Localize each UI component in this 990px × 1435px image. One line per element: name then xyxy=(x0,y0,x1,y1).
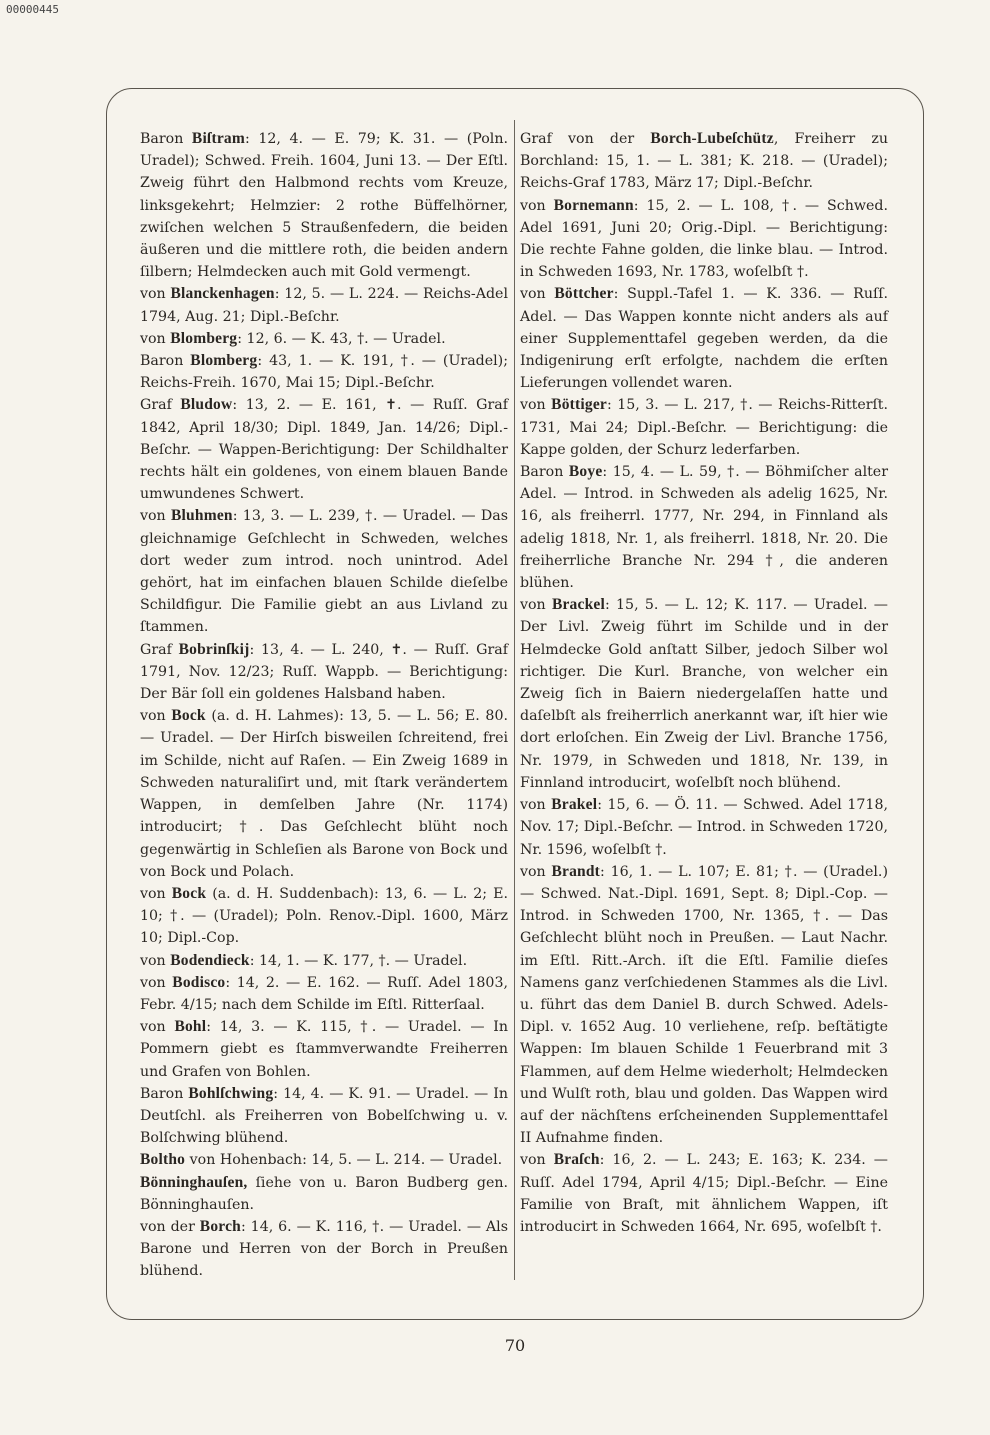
entry-prefix: von xyxy=(520,286,555,303)
entry-text: (a. d. H. Lahmes): 13, 5. — L. 56; E. 80. — Uradel. — Der Hirſch bisweilen ſchreitend, frei im Schilde, nicht auf Raſen. — Ein Zweig 1689 in Schweden naturaliſirt und, mit ſtark verändertem Wappen, in demſelben Jahre (Nr. 1174) introducirt; †. Das Geſchlecht blüht noch gegenwärtig in Schleſien als Barone von Bock und von Bock und Polach. xyxy=(140,708,508,880)
entry-text: : 15, 2. — L. 108, †. — Schwed. Adel 1691, Juni 20; Orig.-Dipl. — Berichtigung: Die rechte Fahne golden, die linke blau. — Introd. in Schweden 1693, Nr. 1783, woſelbſt †. xyxy=(520,197,888,281)
entry-prefix: von xyxy=(140,1019,175,1036)
entry-prefix: von xyxy=(140,708,172,725)
entry-text: : 13, 2. — E. 161, ✝. — Ruſſ. Graf 1842, April 18/30; Dipl. 1849, Jan. 14/26; Dipl.-Beſchr. — Wappen-Berichtigung: Der Schildhalter rechts hält ein goldenes, von einem blauen Bande umwundenes Schwert. xyxy=(140,397,508,503)
entry-prefix: Baron xyxy=(140,353,191,370)
scan-id: 00000445 xyxy=(6,3,59,16)
entry-text: : 16, 1. — L. 107; E. 81; †. — (Uradel.) — Schwed. Nat.-Dipl. 1691, Sept. 8; Dipl.-Cop. — Introd. in Schweden 1700, Nr. 1365, †. — Das Geſchlecht blüht noch in Preußen. — Laut Nachr. im Eſtl. Ritt.-Arch. iſt die Eſtl. Familie dieſes Namens ganz verſchiedenen Stammes als die Livl. u. führt das dem Daniel B. durch Schwed. Adels-Dipl. v. 1652 Aug. 10 verliehene, reſp. beſtätigte Wappen: Im blauen Schilde 1 Feuerbrand mit 3 Flammen, auf dem Helme wiederholt; Helmdecken und Wulſt roth, blau und golden. Das Wappen wird auf der nächſtens erſcheinenden Supplementtafel II Aufnahme finden. xyxy=(520,863,888,1147)
register-entry xyxy=(140,950,508,972)
entry-prefix: von der xyxy=(140,1218,200,1235)
entry-text: : 14, 6. — K. 116, †. — Uradel. — Als Barone und Herren von der Borch in Preußen blühend. xyxy=(140,1218,508,1280)
register-entry xyxy=(140,394,508,505)
register-entry xyxy=(140,350,508,394)
entry-family-name: Braſch xyxy=(553,1151,600,1169)
entry-text: : 15, 3. — L. 217, †. — Reichs-Ritterſt. 1731, Mai 24; Dipl.-Beſchr. — Berichtigung: die Kappe golden, der Schurz lederfarben. xyxy=(520,397,888,458)
register-entry xyxy=(520,394,888,461)
entry-text: : 13, 4. — L. 240, ✝. — Ruſſ. Graf 1791, Nov. 12/23; Ruſſ. Wappb. — Berichtigung: Der Bär ſoll ein goldenes Halsband haben. xyxy=(140,641,508,703)
entry-prefix: Graf xyxy=(140,641,179,658)
entry-family-name: Bock xyxy=(171,707,206,725)
columns xyxy=(140,128,900,1288)
register-entry xyxy=(140,505,508,638)
entry-text: : 43, 1. — K. 191, †. — (Uradel); Reichs-Freih. 1670, Mai 15; Dipl.-Beſchr. xyxy=(140,353,508,392)
page-number: 70 xyxy=(504,1336,526,1355)
column-divider xyxy=(514,120,515,1280)
entry-family-name: Biſtram xyxy=(191,130,245,147)
entry-family-name: Bodendieck xyxy=(170,951,250,969)
column-right xyxy=(520,128,888,1238)
entry-family-name: Bock xyxy=(171,884,207,902)
entry-prefix: von xyxy=(520,863,552,880)
register-entry xyxy=(520,1149,888,1238)
entry-text: : 12, 4. — E. 79; K. 31. — (Poln. Uradel); Schwed. Freih. 1604, Juni 13. — Der Eſtl. Zweig führt den Halbmond rechts vom Kreuze, linksgekehrt; Helmzier: 2 rothe Büffelhörner, zwiſchen welchen 5 Straußenfedern, die beiden äußeren und die mittlere roth, die beiden andern ſilbern; Helmdecken auch mit Gold vermengt. xyxy=(140,131,508,281)
register-entry xyxy=(520,461,888,594)
entry-prefix: von xyxy=(520,797,552,814)
entry-text: : 14, 4. — K. 91. — Uradel. — In Deutſchl. als Freiherren von Bobelſchwing u. v. Bolſchwing blühend. xyxy=(140,1085,509,1147)
entry-family-name: Boltho xyxy=(140,1151,186,1169)
entry-prefix: von xyxy=(140,952,171,969)
entry-prefix: von xyxy=(520,597,552,614)
entry-prefix: Graf von der xyxy=(520,131,651,147)
entry-text: : 15, 6. — Ö. 11. — Schwed. Adel 1718, Nov. 17; Dipl.-Beſchr. — Introd. in Schweden 1720, Nr. 1596, woſelbſt †. xyxy=(520,797,888,858)
entry-text: : 14, 1. — K. 177, †. — Uradel. xyxy=(249,952,468,969)
entry-family-name: Bodisco xyxy=(172,973,226,991)
register-entry xyxy=(140,1083,508,1150)
entry-family-name: Borch-Lubeſchütz xyxy=(650,130,774,147)
register-entry xyxy=(140,1149,508,1171)
entry-family-name: Bornemann xyxy=(553,196,634,214)
entry-text: von Hohenbach: 14, 5. — L. 214. — Uradel. xyxy=(185,1152,503,1169)
entry-text: : 16, 2. — L. 243; E. 163; K. 234. — Ruſſ. Adel 1794, April 4/15; Dipl.-Beſchr. — Eine Familie von Braſt, mit ähnlichem Wappen, iſt introducirt in Schweden 1664, Nr. 695, woſelbſt †. xyxy=(520,1152,888,1235)
entry-family-name: Bohlſchwing xyxy=(188,1084,274,1102)
entry-family-name: Blomberg xyxy=(170,329,238,347)
register-entry xyxy=(140,283,508,327)
register-entry xyxy=(520,283,888,394)
register-entry xyxy=(140,639,508,706)
entry-prefix: von xyxy=(140,974,173,991)
entry-text: : Suppl.-Tafel 1. — K. 336. — Ruſſ. Adel. — Das Wappen konnte nicht anders als auf einer Supplementtafel gegeben werden, da die Indigenirung erſt erfolgte, nachdem die erſten Lieferungen vollendet waren. xyxy=(520,286,888,392)
column-left xyxy=(140,128,508,1283)
entry-prefix: von xyxy=(140,330,171,347)
entry-text: : 14, 3. — K. 115, †. — Uradel. — In Pommern giebt es ſtammverwandte Freiherren und Grafen von Bohlen. xyxy=(140,1019,508,1080)
register-entry xyxy=(140,1216,508,1283)
entry-family-name: Bluhmen xyxy=(171,507,233,525)
entry-family-name: Brackel xyxy=(551,596,605,614)
entry-family-name: Borch xyxy=(199,1217,241,1235)
entry-family-name: Brakel xyxy=(551,796,598,814)
register-entry xyxy=(520,861,888,1150)
register-entry xyxy=(140,328,508,350)
entry-family-name: Bohl xyxy=(174,1018,207,1036)
entry-family-name: Bludow xyxy=(180,396,233,414)
entry-family-name: Böttcher xyxy=(554,285,614,303)
register-entry xyxy=(140,1172,508,1216)
entry-family-name: Boye xyxy=(568,463,603,481)
entry-prefix: Graf xyxy=(140,397,181,414)
register-entry xyxy=(520,128,888,195)
register-entry xyxy=(140,1016,508,1083)
entry-text: , Freiherr zu Borchland: 15, 1. — L. 381; K. 218. — (Uradel); Reichs-Graf 1783, März 17; Dipl.-Beſchr. xyxy=(520,131,888,192)
entry-text: : 12, 6. — K. 43, †. — Uradel. xyxy=(237,330,446,347)
entry-text: ſiehe von u. Baron Budberg gen. Bönninghauſen. xyxy=(140,1174,508,1213)
register-entry xyxy=(140,972,508,1016)
register-entry xyxy=(520,594,888,794)
register-entry xyxy=(520,195,888,284)
entry-prefix: Baron xyxy=(520,464,569,481)
entry-prefix: Baron xyxy=(140,1085,189,1102)
entry-text: : 12, 5. — L. 224. — Reichs-Adel 1794, Aug. 21; Dipl.-Beſchr. xyxy=(140,286,508,325)
entry-text: : 15, 5. — L. 12; K. 117. — Uradel. — Der Livl. Zweig führt im Schilde und in der Helmdecke Gold anſtatt Silber, jedoch Silber wol richtiger. Die Kurl. Branche, von welcher ein Zweig ſich in Baiern niedergelaſſen hatte und daſelbſt als freiherrlich anerkannt war, iſt hier wie dort erloſchen. Ein Zweig der Livl. Branche 1756, Nr. 1979, in Schweden und 1818, Nr. 139, in Finnland introducirt, woſelbſt noch blühend. xyxy=(520,597,888,791)
register-entry xyxy=(520,794,888,861)
entry-prefix: von xyxy=(520,197,554,214)
entry-prefix: Baron xyxy=(140,131,192,147)
entry-prefix: von xyxy=(140,885,172,902)
entry-family-name: Bönninghauſen, xyxy=(140,1173,248,1191)
entry-family-name: Bobrinſkij xyxy=(178,640,250,658)
entry-prefix: von xyxy=(520,397,552,414)
register-entry xyxy=(140,883,508,950)
register-entry xyxy=(140,128,508,283)
entry-family-name: Brandt xyxy=(551,862,601,880)
entry-text: : 14, 2. — E. 162. — Ruſſ. Adel 1803, Febr. 4/15; nach dem Schilde im Eſtl. Ritterſaal. xyxy=(140,974,508,1013)
entry-text: (a. d. H. Suddenbach): 13, 6. — L. 2; E. 10; †. — (Uradel); Poln. Renov.-Dipl. 1600, März 10; Dipl.-Cop. xyxy=(140,885,508,947)
entry-prefix: von xyxy=(520,1152,554,1169)
entry-family-name: Böttiger xyxy=(551,396,607,414)
entry-family-name: Blanckenhagen xyxy=(170,285,275,303)
register-entry xyxy=(140,705,508,883)
entry-family-name: Blomberg xyxy=(190,352,258,370)
entry-prefix: von xyxy=(140,508,172,525)
entry-text: : 13, 3. — L. 239, †. — Uradel. — Das gleichnamige Geſchlecht in Schweden, welches dort weder zum introd. noch unintrod. Adel gehört, hat im einfachen blauen Schilde dieſelbe Schildfigur. Die Familie giebt an aus Livland zu ſtammen. xyxy=(140,508,508,636)
entry-prefix: von xyxy=(140,286,171,303)
entry-text: : 15, 4. — L. 59, †. — Böhmiſcher alter Adel. — Introd. in Schweden als adelig 1625, Nr. 16, als freiherrl. 1777, Nr. 294, in Finnland als adelig 1818, Nr. 1, als freiherrl. 1818, Nr. 20. Die freiherrliche Branche Nr. 294 †, die anderen blühen. xyxy=(520,464,888,592)
